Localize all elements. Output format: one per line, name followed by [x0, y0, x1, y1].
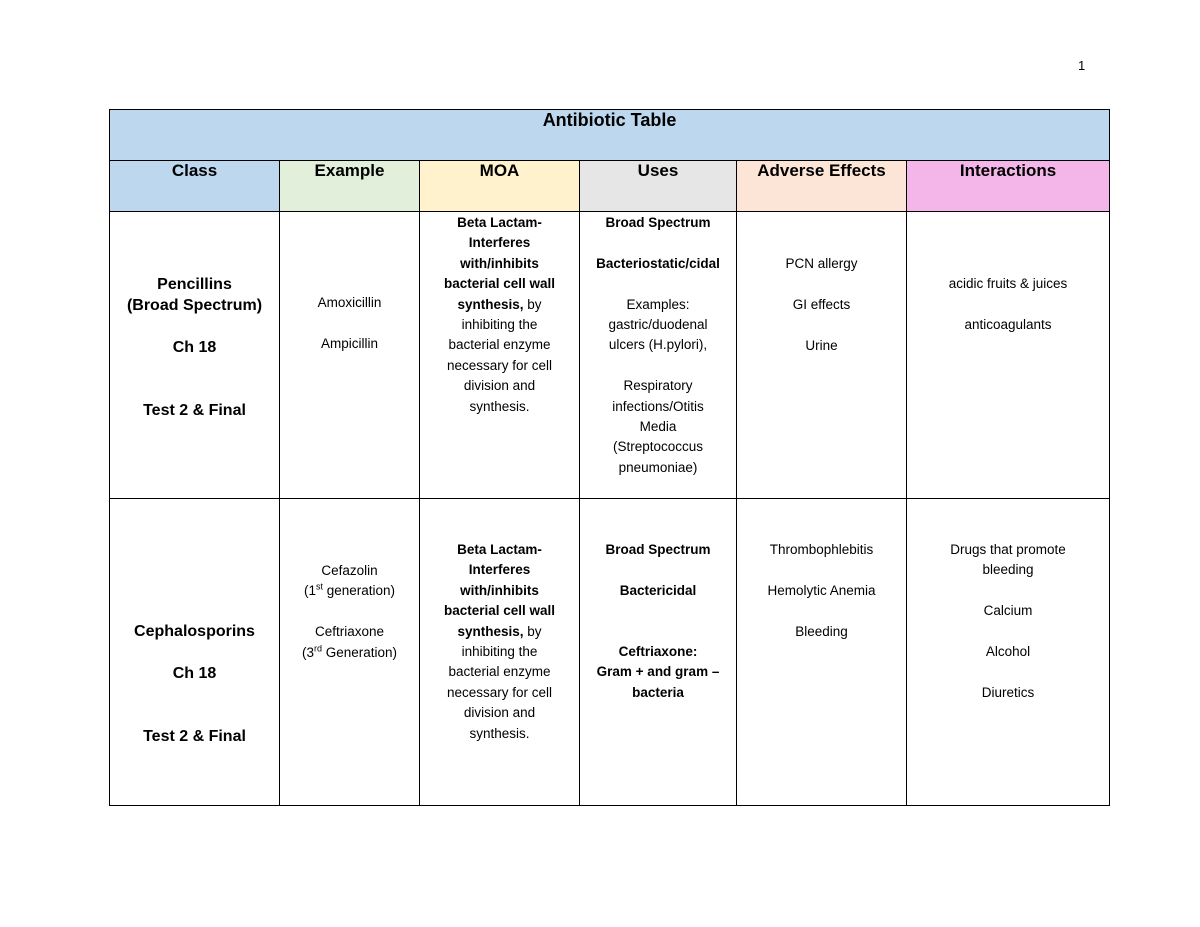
class-test: Test 2 & Final	[143, 728, 246, 745]
header-adverse-effects: Adverse Effects	[737, 161, 907, 212]
moa-line: division and	[463, 378, 536, 394]
uses-line: (Streptococcus	[612, 439, 704, 455]
moa-bold-line: synthesis,	[457, 296, 524, 312]
moa-bold-line: with/inhibits	[460, 582, 539, 598]
interaction-item: acidic fruits & juices	[948, 276, 1068, 291]
header-example: Example	[280, 161, 420, 212]
table-row	[110, 499, 1110, 806]
uses-bold-line: bacteria	[632, 684, 684, 700]
generation-text: generation)	[322, 583, 396, 599]
class-test: Test 2 & Final	[143, 402, 246, 419]
example-item: Ampicillin	[320, 335, 378, 351]
class-chapter: Ch 18	[172, 665, 217, 682]
interactions-cell	[907, 499, 1110, 806]
antibiotic-table	[109, 109, 1110, 806]
example-generation	[280, 581, 419, 601]
interaction-item: bleeding	[982, 562, 1034, 578]
moa-inline-text: by	[523, 296, 542, 312]
interaction-item: Diuretics	[981, 684, 1035, 700]
moa-bold-line: Interferes	[468, 235, 531, 251]
uses-line: Respiratory	[623, 378, 693, 394]
uses-line: ulcers (H.pylori),	[608, 337, 708, 353]
moa-line: inhibiting the	[461, 644, 538, 660]
example-item: Ceftriaxone	[314, 624, 385, 640]
moa-line: necessary for cell	[446, 684, 553, 700]
table-title: Antibiotic Table	[110, 110, 1110, 161]
moa-line: inhibiting the	[461, 317, 538, 333]
class-name: Pencillins	[157, 276, 232, 293]
uses-bold-line: Gram + and gram –	[596, 664, 720, 680]
generation-number: (3	[301, 644, 314, 660]
interaction-item: Drugs that promote	[950, 542, 1066, 557]
generation-suffix: st	[315, 581, 323, 592]
class-subtitle: (Broad Spectrum)	[126, 297, 263, 314]
moa-bold-line: synthesis,	[457, 623, 524, 639]
moa-line: synthesis.	[469, 398, 530, 414]
adverse-effect-item: PCN allergy	[785, 256, 858, 271]
generation-suffix: rd	[313, 643, 322, 654]
adverse-effects-cell	[737, 212, 907, 499]
uses-line: Media	[639, 419, 677, 435]
adverse-effect-item: Urine	[805, 337, 838, 353]
moa-line: synthesis.	[469, 725, 530, 741]
interaction-item: Alcohol	[985, 644, 1031, 659]
table-row	[110, 212, 1110, 499]
interaction-item: anticoagulants	[964, 316, 1052, 332]
example-cell	[280, 499, 420, 806]
generation-number: (1	[303, 583, 316, 599]
class-name: Cephalosporins	[134, 623, 255, 640]
moa-line: bacterial enzyme	[448, 664, 551, 680]
example-generation	[280, 643, 419, 663]
moa-cell	[420, 499, 580, 806]
moa-inline-text: by	[523, 623, 542, 639]
header-interactions: Interactions	[907, 161, 1110, 212]
moa-line: division and	[463, 705, 536, 721]
moa-bold-line: Beta Lactam-	[457, 215, 542, 230]
adverse-effect-item: Bleeding	[795, 623, 848, 639]
uses-bold-line: Ceftriaxone:	[618, 643, 698, 659]
class-cell	[110, 499, 280, 806]
example-item: Amoxicillin	[317, 295, 382, 310]
uses-cell	[580, 499, 737, 806]
moa-line: bacterial enzyme	[448, 337, 551, 353]
class-cell	[110, 212, 280, 499]
moa-bold-line: Interferes	[468, 562, 531, 578]
moa-bold-line: with/inhibits	[460, 255, 539, 271]
uses-line: gastric/duodenal	[608, 317, 708, 332]
generation-text: Generation)	[321, 644, 398, 660]
page-number: 1	[1078, 58, 1086, 73]
uses-action: Bactericidal	[619, 582, 697, 598]
example-cell	[280, 212, 420, 499]
moa-bold-line: bacterial cell wall	[443, 603, 556, 619]
uses-action: Bacteriostatic/cidal	[596, 255, 720, 271]
uses-cell	[580, 212, 737, 499]
moa-cell	[420, 212, 580, 499]
uses-line: pneumoniae)	[618, 459, 698, 475]
adverse-effect-item: GI effects	[792, 296, 851, 312]
adverse-effects-cell	[737, 499, 907, 806]
header-class: Class	[110, 161, 280, 212]
interaction-item: Calcium	[983, 603, 1033, 619]
moa-bold-line: Beta Lactam-	[457, 542, 542, 557]
adverse-effect-item: Hemolytic Anemia	[767, 582, 876, 598]
adverse-effect-item: Thrombophlebitis	[769, 542, 874, 557]
example-item: Cefazolin	[321, 563, 378, 578]
header-moa: MOA	[420, 161, 580, 212]
uses-examples-label: Examples:	[626, 296, 690, 312]
header-uses: Uses	[580, 161, 737, 212]
uses-spectrum: Broad Spectrum	[605, 215, 711, 230]
uses-line: infections/Otitis	[612, 398, 704, 414]
interactions-cell	[907, 212, 1110, 499]
moa-line: necessary for cell	[446, 357, 553, 373]
moa-bold-line: bacterial cell wall	[443, 276, 556, 292]
class-chapter: Ch 18	[172, 339, 217, 356]
uses-spectrum: Broad Spectrum	[605, 542, 711, 557]
